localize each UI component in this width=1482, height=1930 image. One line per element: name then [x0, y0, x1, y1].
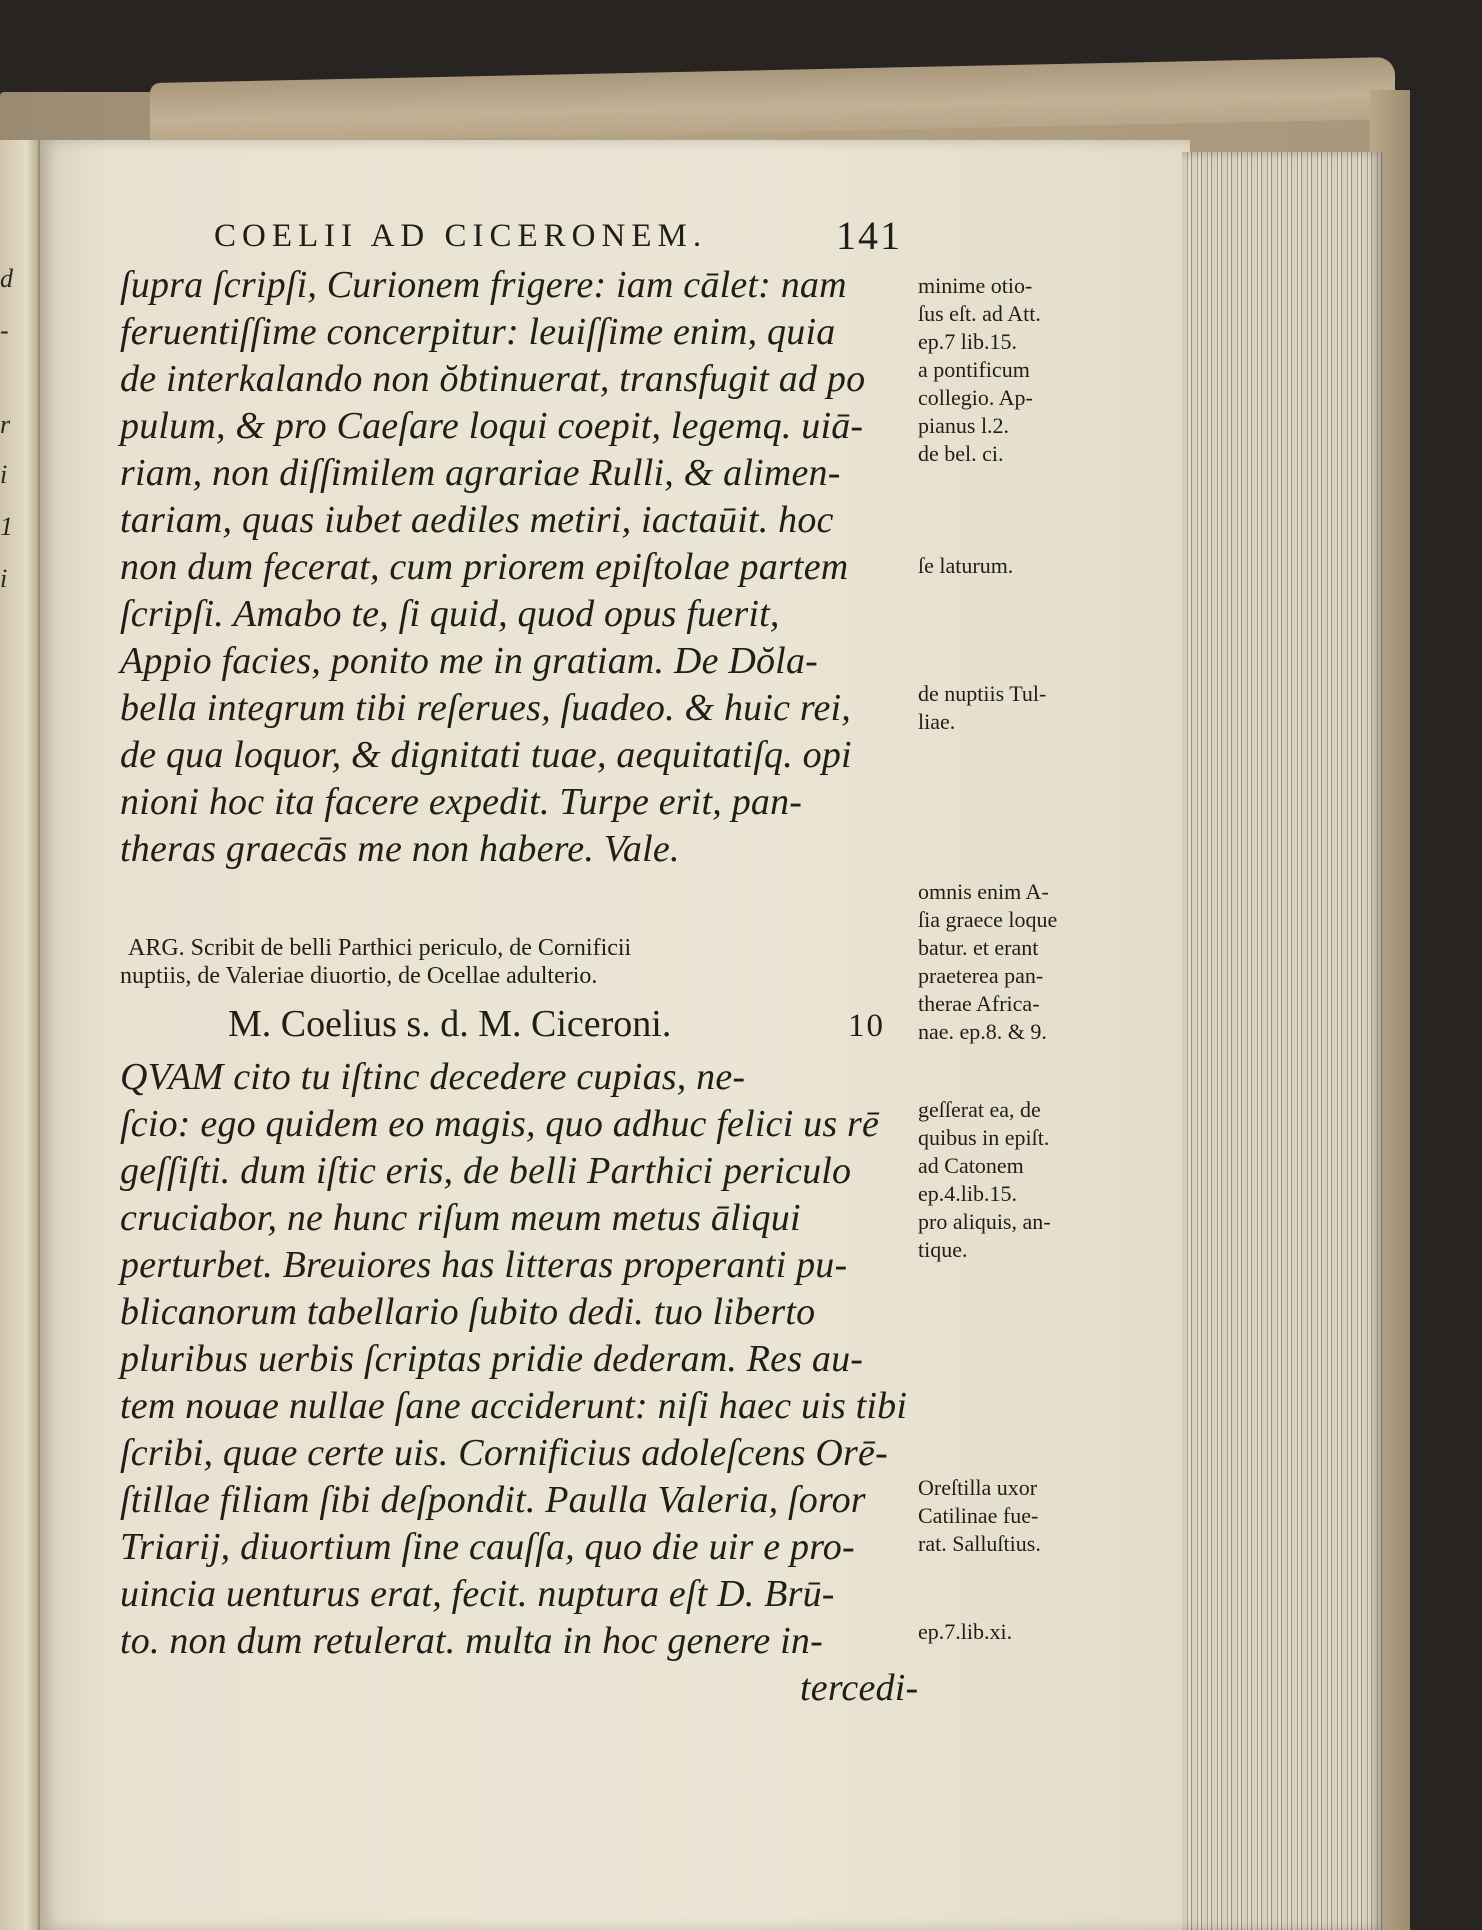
text-line: cruciabor, ne hunc riſum meum metus āliqui [120, 1197, 801, 1239]
text-line: riam, non diſſimilem agrariae Rulli, & alimen- [120, 452, 841, 494]
left-edge-glyph: i [0, 564, 8, 593]
argument-line: nuptiis, de Valeriae diuortio, de Ocellae adulterio. [120, 963, 598, 989]
text-line: non dum fecerat, cum priorem epiſtolae partem [120, 546, 849, 588]
text-line: ſcio: ego quidem eo magis, quo adhuc felici us rē [120, 1103, 880, 1145]
text-line: feruentiſſime concerpitur: leuiſſime enim, quia [120, 311, 836, 353]
marginal-note: Oreſtilla uxor Catilinae fue- rat. Salluſtius. [918, 1475, 1041, 1556]
left-edge-glyph: - [0, 316, 9, 345]
show-through-text [1100, 480, 1104, 506]
marginal-note: minime otio- ſus eſt. ad Att. ep.7 lib.15. a pontificum collegio. Ap- pianus l.2. de bel. ci. [918, 273, 1041, 466]
left-page-edge [0, 140, 38, 1930]
text-line: blicanorum tabellario ſubito dedi. tuo liberto [120, 1291, 816, 1333]
marginal-note: ep.7.lib.xi. [918, 1619, 1013, 1644]
text-line: QVAM cito tu iſtinc decedere cupias, ne- [120, 1056, 746, 1098]
left-edge-glyph: d [0, 264, 13, 293]
letter-number: 10 [848, 1008, 885, 1044]
running-title: COELII AD CICERONEM. [214, 218, 708, 254]
text-line: tem nouae nullae ſane acciderunt: niſi haec uis tibi [120, 1385, 908, 1427]
fore-edge-pages [1182, 152, 1382, 1930]
salutation-text: M. Coelius s. d. M. Ciceroni. [228, 1003, 672, 1045]
text-line: ſupra ſcripſi, Curionem frigere: iam cālet: nam [120, 264, 847, 306]
text-line: de interkalando non ŏbtinuerat, transfugit ad po [120, 358, 866, 400]
text-line: theras graecās me non habere. Vale. [120, 828, 680, 870]
argument-line: ARG. Scribit de belli Parthici periculo, de Cornificii [128, 935, 632, 961]
text-line: ſcripſi. Amabo te, ſi quid, quod opus fuerit, [120, 593, 780, 635]
text-line: pulum, & pro Caeſare loqui coepit, legemq. uiā- [120, 405, 864, 447]
text-line: bella integrum tibi reſerues, ſuadeo. & huic rei, [120, 687, 851, 729]
text-line: pluribus uerbis ſcriptas pridie dederam. Res au- [120, 1338, 864, 1380]
running-header [214, 213, 914, 258]
text-line: to. non dum retulerat. multa in hoc genere in- [120, 1620, 823, 1662]
letter-salutation [228, 1002, 885, 1046]
text-line: uincia uenturus erat, fecit. nuptura eſt D. Brū- [120, 1573, 835, 1615]
text-line: nioni hoc ita facere expedit. Turpe erit, pan- [120, 781, 803, 823]
left-edge-glyph: i [0, 460, 8, 489]
text-line: Appio facies, ponito me in gratiam. De Dŏla- [120, 640, 818, 682]
marginal-note: omnis enim A- ſia graece loque batur. et erant praeterea pan- therae Africa- nae. ep.8. & 9. [918, 879, 1058, 1044]
text-line: de qua loquor, & dignitati tuae, aequitatiſq. opi [120, 734, 852, 776]
text-line: ſtillae filiam ſibi deſpondit. Paulla Valeria, ſoror [120, 1479, 866, 1521]
marginal-note: ſe laturum. [918, 553, 1014, 578]
left-edge-glyph: 1 [0, 512, 13, 541]
left-edge-glyph: r [0, 410, 11, 439]
marginal-note: de nuptiis Tul- liae. [918, 681, 1047, 734]
catchword: tercedi- [800, 1667, 919, 1709]
text-line: perturbet. Breuiores has litteras properanti pu- [120, 1244, 848, 1286]
text-line: tariam, quas iubet aediles metiri, iactaūit. hoc [120, 499, 834, 541]
text-line: geſſiſti. dum iſtic eris, de belli Parthici periculo [120, 1150, 852, 1192]
text-line: ſcribi, quae certe uis. Cornificius adoleſcens Orē- [120, 1432, 888, 1474]
page-number: 141 [836, 213, 902, 258]
text-line: Triarij, diuortium ſine cauſſa, quo die uir e pro- [120, 1526, 855, 1568]
marginal-note: geſſerat ea, de quibus in epiſt. ad Catonem ep.4.lib.15. pro aliquis, an- tique. [918, 1097, 1051, 1262]
